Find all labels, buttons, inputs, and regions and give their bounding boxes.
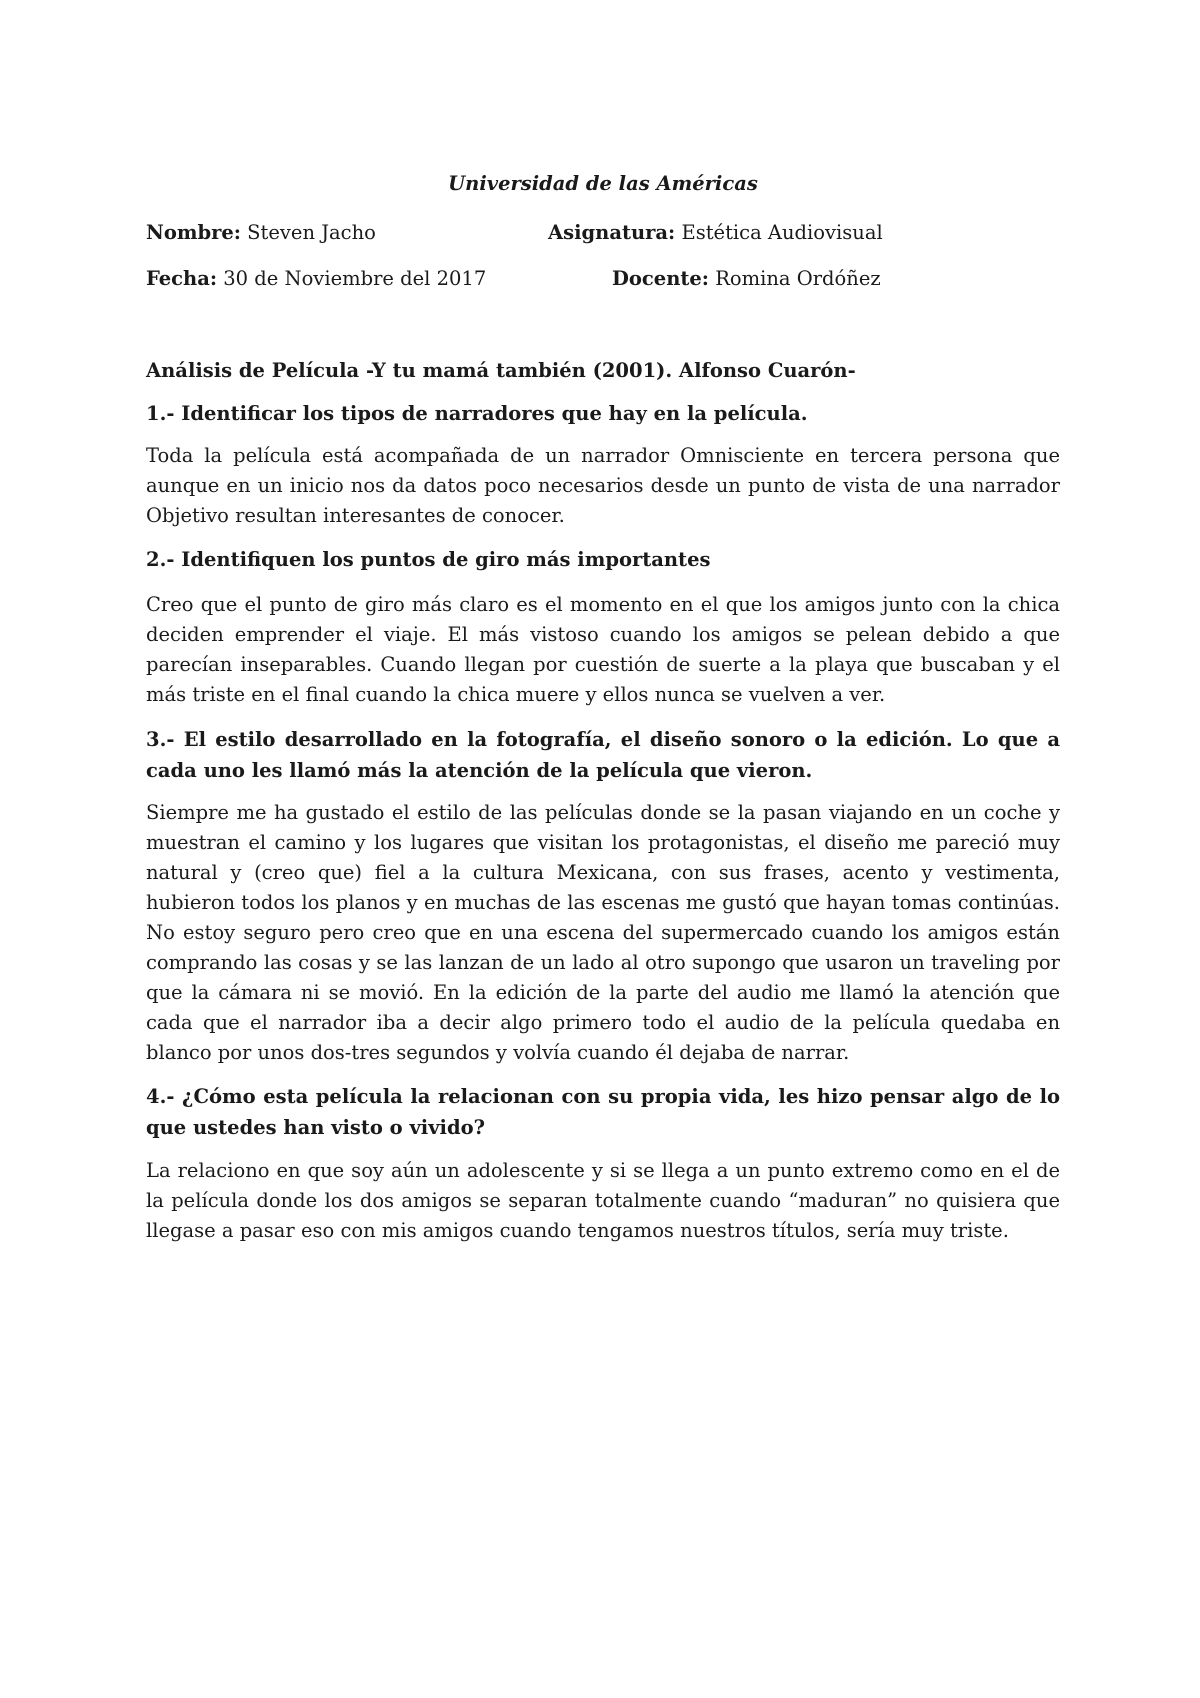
teacher-field — [612, 267, 881, 291]
name-value: Steven Jacho — [240, 221, 376, 244]
subject-field — [548, 221, 883, 245]
answer-4: La relaciono en que soy aún un adolescente y si se llega a un punto extremo como en el de la película donde los dos amigos se separan totalmente cuando “maduran” no quisiera que llegase a pasar eso con mis amigos cuando tengamos nuestros títulos, sería muy triste. — [146, 1159, 1060, 1242]
question-2: 2.- Identifiquen los puntos de giro más importantes — [146, 548, 711, 571]
answer-3: Siempre me ha gustado el estilo de las películas donde se la pasan viajando en un coche y muestran el camino y los lugares que visitan los protagonistas, el diseño me pareció muy natural y (creo que) fiel a la cultura Mexicana, con sus frases, acento y vestimenta, hubieron todos los planos y en muchas de las escenas me gustó que hayan tomas continúas. No estoy seguro pero creo que en una escena del supermercado cuando los amigos están comprando las cosas y se las lanzan de un lado al otro supongo que usaron un traveling por que la cámara ni se movió. En la edición de la parte del audio me llamó la atención que cada que el narrador iba a decir algo primero todo el audio de la película quedaba en blanco por unos dos-tres segundos y volvía cuando él dejaba de narrar. — [146, 801, 1060, 1064]
date-label: Fecha: — [146, 267, 218, 290]
document-page — [146, 160, 1060, 1246]
meta-row-date-teacher — [146, 267, 1060, 291]
answer-1: Toda la película está acompañada de un narrador Omnisciente en tercera persona que aunque en un inicio nos da datos poco necesarios desde un punto de vista de una narrador Objetivo resultan interesantes de conocer. — [146, 444, 1060, 527]
subject-label: Asignatura: — [548, 221, 676, 244]
question-4: 4.- ¿Cómo esta película la relacionan con su propia vida, les hizo pensar algo de lo que ustedes han visto o vivido? — [146, 1085, 1060, 1139]
meta-row-name-subject — [146, 221, 1060, 245]
subject-value: Estética Audiovisual — [675, 221, 883, 244]
date-value: 30 de Noviembre del 2017 — [217, 267, 487, 290]
student-name-field — [146, 221, 376, 245]
question-3: 3.- El estilo desarrollado en la fotografía, el diseño sonoro o la edición. Lo que a cada uno les llamó más la atención de la película que vieron. — [146, 728, 1060, 782]
teacher-label: Docente: — [612, 267, 709, 290]
document-title: Análisis de Película -Y tu mamá también (2001). Alfonso Cuarón- — [146, 359, 856, 382]
university-heading: Universidad de las Américas — [448, 172, 758, 195]
teacher-value: Romina Ordóñez — [709, 267, 881, 290]
question-1: 1.- Identificar los tipos de narradores que hay en la película. — [146, 402, 808, 425]
answer-2: Creo que el punto de giro más claro es el momento en el que los amigos junto con la chica deciden emprender el viaje. El más vistoso cuando los amigos se pelean debido a que parecían inseparables. Cuando llegan por cuestión de suerte a la playa que buscaban y el más triste en el final cuando la chica muere y ellos nunca se vuelven a ver. — [146, 593, 1060, 706]
date-field — [146, 267, 486, 291]
name-label: Nombre: — [146, 221, 241, 244]
